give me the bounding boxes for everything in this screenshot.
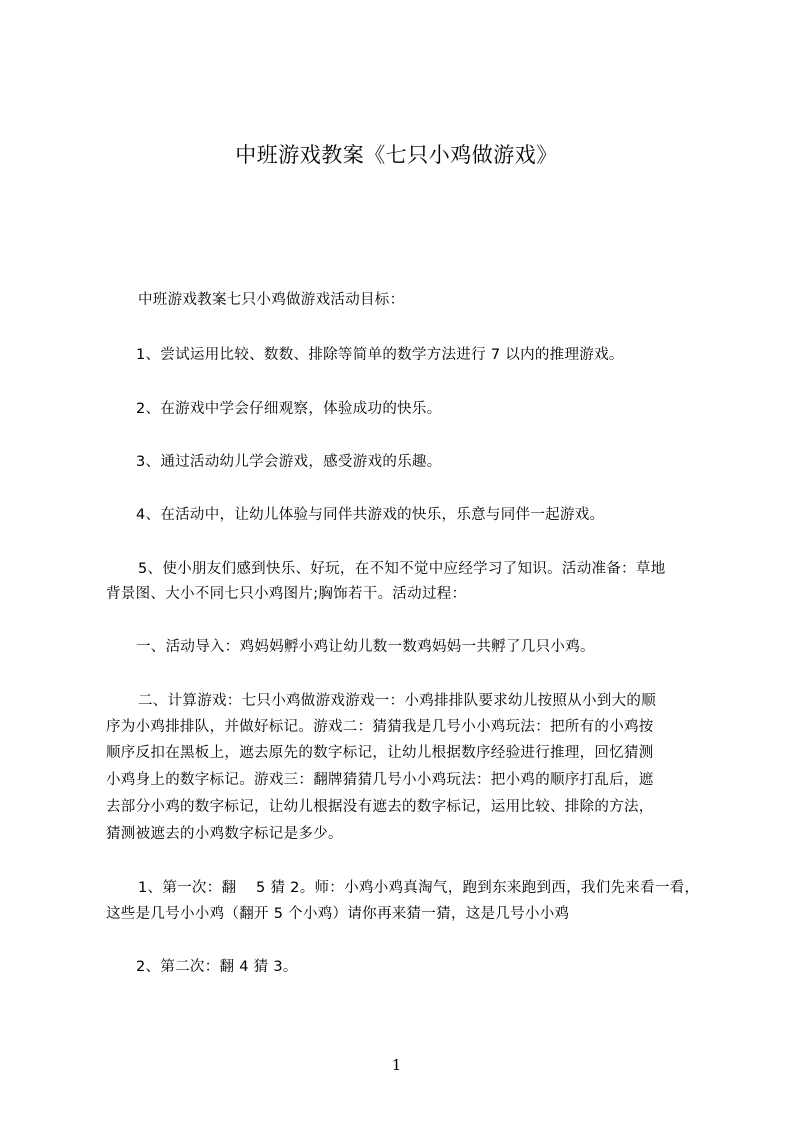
step-2-line: 顺序反扣在黑板上，遮去原先的数字标记，让幼儿根据数序经验进行推理，回忆猜测 [106, 745, 654, 761]
goal-5-line: 背景图、大小不同七只小鸡图片;胸饰若干。活动过程： [106, 586, 467, 602]
round-2-paragraph: 2、第二次：翻 4 猜 3。 [136, 959, 298, 975]
goal-4: 4、在活动中，让幼儿体验与同伴共游戏的快乐，乐意与同伴一起游戏。 [136, 507, 605, 523]
document-title: 中班游戏教案《七只小鸡做游戏》 [235, 143, 558, 167]
step-2-line: 二、计算游戏：七只小鸡做游戏游戏一：小鸡排排队要求幼儿按照从小到大的顺 [138, 693, 656, 709]
round-1-line: 1、第一次：翻 5 猜 2。师：小鸡小鸡真淘气，跑到东来跑到西，我们先来看一看， [138, 880, 700, 896]
page-number: 1 [391, 1056, 402, 1074]
goal-1: 1、尝试运用比较、数数、排除等简单的数学方法进行 7 以内的推理游戏。 [136, 347, 624, 363]
step-2-line: 猜测被遮去的小鸡数字标记是多少。 [106, 826, 343, 842]
goal-2: 2、在游戏中学会仔细观察，体验成功的快乐。 [136, 401, 442, 417]
round-1-line: 这些是几号小小鸡（翻开 5 个小鸡）请你再来猜一猜，这是几号小小鸡 [106, 906, 570, 922]
step-1-paragraph: 一、活动导入：鸡妈妈孵小鸡让幼儿数一数鸡妈妈一共孵了几只小鸡。 [136, 639, 595, 655]
step-2-line: 去部分小鸡的数字标记，让幼儿根据没有遮去的数字标记，运用比较、排除的方法， [106, 799, 654, 815]
intro-paragraph: 中班游戏教案七只小鸡做游戏活动目标： [138, 292, 405, 308]
goal-5-line: 5、使小朋友们感到快乐、好玩，在不知不觉中应经学习了知识。活动准备：草地 [138, 561, 666, 577]
goal-3: 3、通过活动幼儿学会游戏，感受游戏的乐趣。 [136, 454, 442, 470]
step-2-line: 小鸡身上的数字标记。游戏三：翻牌猜猜几号小小鸡玩法：把小鸡的顺序打乱后，遮 [106, 772, 654, 788]
step-2-line: 序为小鸡排排队，并做好标记。游戏二：猜猜我是几号小小鸡玩法：把所有的小鸡按 [106, 719, 654, 735]
